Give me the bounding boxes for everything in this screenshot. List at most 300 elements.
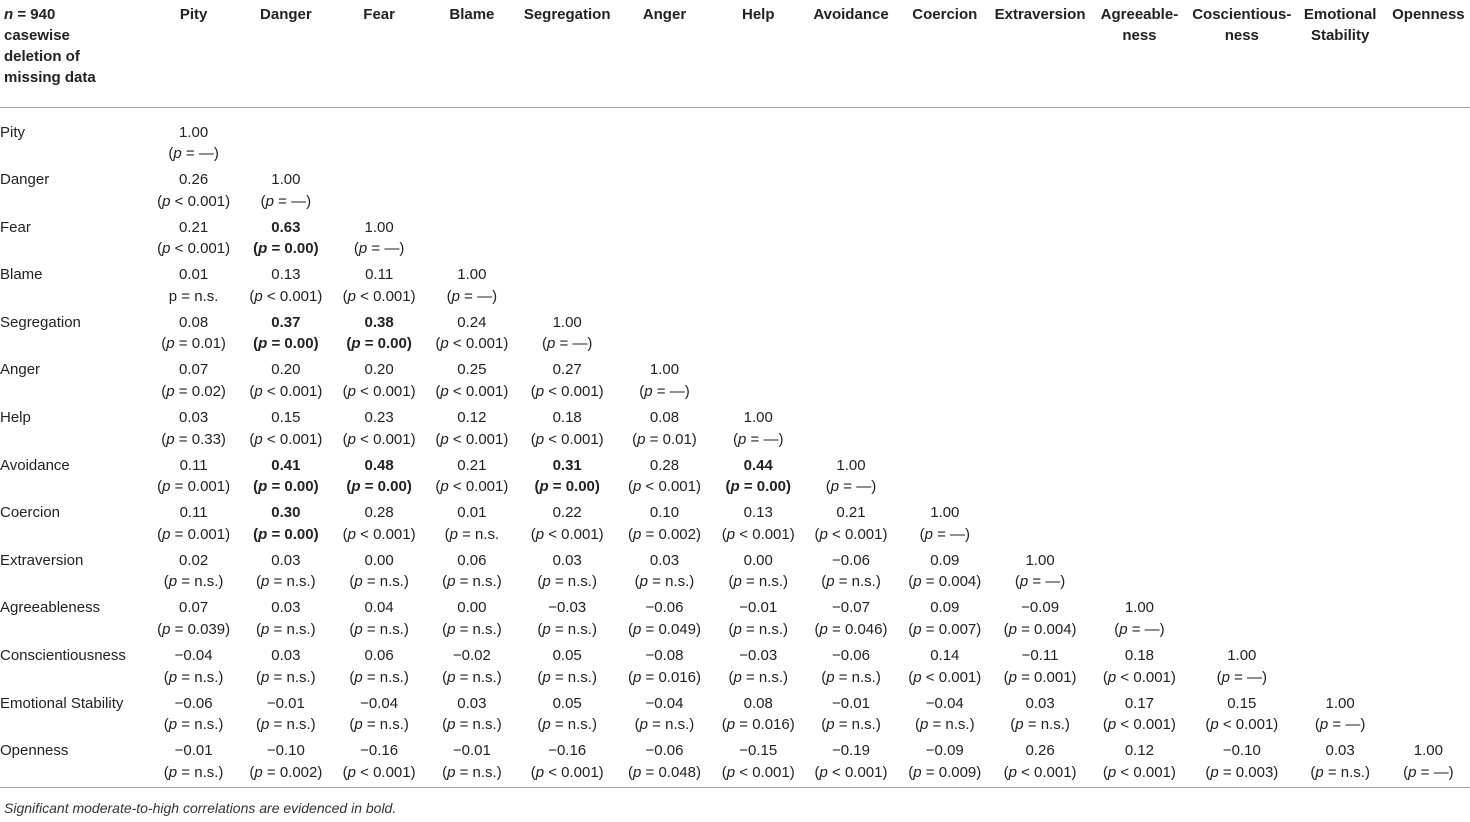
correlation-value: −0.04 [645, 694, 684, 712]
correlation-value: 0.22 [552, 504, 582, 522]
correlation-value: 0.05 [552, 647, 582, 665]
empty-cell [1387, 597, 1470, 645]
correlation-value: 1.00 [1227, 647, 1257, 665]
p-value: (p < 0.001) [249, 430, 323, 448]
p-value: (p = 0.002) [249, 763, 323, 781]
correlation-value: 1.00 [1124, 599, 1155, 617]
empty-cell [804, 312, 898, 360]
empty-cell [1387, 407, 1470, 455]
correlation-cell [713, 740, 804, 788]
correlation-cell [1190, 645, 1293, 693]
correlation-cell [898, 550, 991, 598]
correlation-cell [804, 693, 898, 741]
correlation-cell [1089, 740, 1190, 788]
p-value: (p < 0.001) [435, 478, 509, 496]
p-value: (p < 0.001) [1102, 716, 1176, 734]
empty-cell [898, 217, 991, 265]
correlation-value: 1.00 [552, 313, 582, 331]
correlation-value: 0.09 [930, 599, 960, 617]
correlation-value: 0.48 [364, 456, 394, 474]
p-value: (p = n.s.) [634, 716, 695, 734]
correlation-cell [518, 502, 616, 550]
empty-cell [898, 407, 991, 455]
column-header-agreeableness: Agreeable- ness [1100, 6, 1179, 44]
p-value: (p < 0.001) [435, 382, 509, 400]
header-gap [0, 108, 1470, 122]
correlation-cell [898, 597, 991, 645]
correlation-cell [239, 740, 332, 788]
correlation-value: 0.63 [271, 218, 301, 236]
p-value: (p = 0.33) [161, 430, 226, 448]
p-value: p = n.s. [168, 287, 219, 305]
empty-cell [616, 122, 712, 170]
p-value: (p = 0.002) [628, 525, 701, 543]
correlation-value: 0.17 [1124, 694, 1155, 712]
p-value: (p = 0.00) [253, 478, 319, 496]
table-header [0, 4, 1470, 107]
p-value: (p < 0.001) [435, 335, 509, 353]
p-value: (p = —) [168, 145, 219, 162]
p-value: (p = 0.00) [253, 240, 319, 258]
p-value: (p = 0.004) [1003, 620, 1077, 638]
p-value: (p = n.s.) [256, 620, 316, 638]
p-value: (p = n.s.) [256, 668, 316, 686]
column-header-emotional-stability: Emotional Stability [1303, 6, 1377, 44]
p-value: (p = 0.001) [1003, 668, 1077, 686]
p-value: (p < 0.001) [1102, 763, 1176, 781]
empty-cell [426, 169, 518, 217]
table-row [0, 502, 1470, 550]
p-value: (p = n.s.) [914, 716, 975, 734]
correlation-cell [713, 693, 804, 741]
correlation-cell [804, 455, 898, 503]
p-value: (p = n.s.) [442, 620, 502, 638]
correlation-value: 0.03 [552, 551, 582, 569]
correlation-value: 0.26 [179, 171, 209, 189]
correlation-cell [713, 407, 804, 455]
empty-cell [518, 122, 616, 170]
p-value: (p < 0.001) [721, 763, 795, 781]
table-row [0, 217, 1470, 265]
column-header-coercion: Coercion [912, 6, 978, 23]
column-header-avoidance: Avoidance [813, 6, 889, 23]
empty-cell [1294, 455, 1387, 503]
p-value: (p = —) [825, 478, 877, 496]
empty-cell [1190, 455, 1293, 503]
correlation-cell [148, 312, 239, 360]
correlation-value: 0.15 [1227, 694, 1257, 712]
correlation-cell [991, 597, 1088, 645]
correlation-cell [1387, 740, 1470, 788]
empty-cell [804, 407, 898, 455]
empty-cell [1294, 550, 1387, 598]
p-value: (p < 0.001) [530, 382, 604, 400]
p-value: (p = 0.004) [908, 573, 982, 591]
correlation-value: 0.41 [271, 456, 301, 474]
correlation-value: 0.00 [364, 551, 394, 569]
correlation-value: 0.09 [930, 551, 960, 569]
correlation-cell [239, 359, 332, 407]
correlation-value: 0.03 [457, 694, 487, 712]
empty-cell [1387, 169, 1470, 217]
correlation-value: 0.03 [1025, 694, 1055, 712]
row-label: Fear [0, 218, 31, 236]
correlation-value: 0.02 [179, 551, 209, 569]
correlation-value: 1.00 [649, 361, 680, 379]
empty-cell [1089, 407, 1190, 455]
empty-cell [898, 264, 991, 312]
corner-line-4: missing data [4, 69, 96, 86]
table-row [0, 169, 1470, 217]
empty-cell [1387, 312, 1470, 360]
correlation-value: 0.10 [649, 504, 680, 522]
p-value: (p = 0.02) [161, 382, 226, 400]
empty-cell [1089, 312, 1190, 360]
correlation-value: −0.16 [548, 742, 587, 760]
table-row [0, 597, 1470, 645]
empty-cell [1387, 550, 1470, 598]
empty-cell [518, 264, 616, 312]
empty-cell [239, 122, 332, 170]
p-value: (p = 0.046) [814, 620, 888, 638]
correlation-cell [148, 217, 239, 265]
correlation-value: 0.08 [743, 694, 773, 712]
empty-cell [333, 169, 426, 217]
correlation-value: −0.04 [174, 647, 213, 665]
empty-cell [898, 122, 991, 170]
empty-cell [713, 312, 804, 360]
empty-cell [1294, 359, 1387, 407]
empty-cell [1294, 122, 1387, 170]
p-value: (p = n.s.) [349, 716, 409, 734]
correlation-cell [616, 359, 712, 407]
row-label: Anger [0, 361, 41, 379]
correlation-value: 0.06 [364, 647, 394, 665]
empty-cell [1190, 264, 1293, 312]
table-row [0, 407, 1470, 455]
correlation-cell [333, 407, 426, 455]
empty-cell [1089, 122, 1190, 170]
p-value: (p < 0.001) [342, 525, 416, 543]
p-value: (p = 0.039) [157, 620, 231, 638]
p-value: (p = n.s.) [349, 620, 409, 638]
column-header-pity: Pity [179, 6, 208, 23]
correlation-cell [239, 264, 332, 312]
correlation-value: 0.11 [365, 266, 394, 284]
correlation-cell [898, 693, 991, 741]
correlation-cell [426, 312, 518, 360]
correlation-cell [518, 455, 616, 503]
correlation-value: 0.44 [743, 456, 773, 474]
empty-cell [616, 217, 712, 265]
p-value: (p = n.s.) [1010, 716, 1070, 734]
correlation-value: 0.20 [271, 361, 301, 379]
empty-cell [898, 169, 991, 217]
correlation-value: 0.03 [649, 551, 680, 569]
empty-cell [1387, 455, 1470, 503]
empty-cell [991, 264, 1088, 312]
empty-cell [1294, 645, 1387, 693]
empty-cell [1089, 217, 1190, 265]
correlation-cell [426, 407, 518, 455]
row-label: Blame [0, 266, 43, 284]
correlation-value: 0.31 [552, 456, 582, 474]
correlation-cell [239, 550, 332, 598]
p-value: (p < 0.001) [628, 478, 701, 496]
corner-line-3: deletion of [4, 48, 80, 65]
p-value: (p = n.s.) [442, 716, 502, 734]
correlation-cell [1089, 693, 1190, 741]
empty-cell [713, 122, 804, 170]
p-value: (p = 0.01) [632, 430, 697, 448]
p-value: (p = —) [446, 287, 498, 305]
correlation-cell [426, 550, 518, 598]
correlation-value: 0.38 [364, 313, 394, 331]
p-value: (p < 0.001) [435, 430, 509, 448]
correlation-value: 0.08 [649, 409, 680, 427]
correlation-cell [518, 550, 616, 598]
correlation-value: −0.09 [1021, 599, 1060, 617]
correlation-cell [239, 455, 332, 503]
correlation-value: 0.13 [743, 504, 773, 522]
p-value: (p = n.s.) [821, 668, 881, 686]
p-value: (p < 0.001) [530, 763, 604, 781]
p-value: (p < 0.001) [1102, 668, 1176, 686]
empty-cell [991, 502, 1088, 550]
empty-cell [1294, 407, 1387, 455]
n-count: = 940 [13, 6, 56, 23]
correlation-cell [616, 597, 712, 645]
correlation-cell [518, 645, 616, 693]
column-header-segregation: Segregation [523, 6, 611, 23]
correlation-cell [148, 359, 239, 407]
p-value: (p < 0.001) [721, 525, 795, 543]
p-value: (p = n.s.) [634, 573, 695, 591]
correlation-cell [991, 645, 1088, 693]
empty-cell [991, 312, 1088, 360]
correlation-value: −0.03 [739, 647, 778, 665]
correlation-cell [148, 455, 239, 503]
empty-cell [713, 169, 804, 217]
empty-cell [1190, 217, 1293, 265]
empty-cell [713, 217, 804, 265]
p-value: (p = n.s.) [256, 716, 316, 734]
empty-cell [1387, 645, 1470, 693]
row-label: Segregation [0, 313, 81, 331]
correlation-value: 0.23 [364, 409, 394, 427]
row-label: Openness [0, 742, 69, 760]
empty-cell [616, 169, 712, 217]
p-value: (p = —) [260, 192, 312, 210]
empty-cell [1190, 312, 1293, 360]
column-header-conscientiousness: Coscientious- ness [1192, 6, 1292, 44]
n-symbol: n [4, 6, 14, 23]
column-header-openness: Openness [1392, 6, 1465, 23]
correlation-cell [804, 597, 898, 645]
p-value: (p = n.s.) [537, 716, 597, 734]
correlation-value: −0.11 [1021, 647, 1059, 665]
p-value: (p = —) [353, 240, 405, 258]
correlation-value: 1.00 [1025, 551, 1055, 569]
row-label: Avoidance [0, 456, 70, 474]
correlation-cell [239, 312, 332, 360]
correlation-value: 0.24 [457, 313, 487, 331]
p-value: (p < 0.001) [1003, 763, 1077, 781]
empty-cell [804, 122, 898, 170]
correlation-value: 0.28 [649, 456, 680, 474]
table-row [0, 455, 1470, 503]
p-value: (p < 0.001) [814, 525, 888, 543]
correlation-value: 1.00 [836, 456, 866, 474]
correlation-value: 0.12 [1124, 742, 1155, 760]
p-value: (p = 0.049) [628, 620, 701, 638]
p-value: (p = —) [639, 382, 690, 400]
column-header-help: Help [742, 6, 775, 23]
correlation-value: 0.28 [364, 504, 394, 522]
row-label: Agreeableness [0, 599, 101, 617]
correlation-value: 0.07 [179, 361, 209, 379]
correlation-value: 0.27 [552, 361, 582, 379]
column-header-fear: Fear [363, 6, 395, 23]
p-value: (p = n.s.) [163, 573, 224, 591]
correlation-value: 1.00 [930, 504, 960, 522]
p-value: (p = 0.001) [157, 478, 231, 496]
correlation-value: 0.21 [179, 218, 209, 236]
correlation-cell [239, 645, 332, 693]
correlation-value: 0.08 [179, 313, 209, 331]
empty-cell [898, 455, 991, 503]
table-row [0, 312, 1470, 360]
empty-cell [713, 359, 804, 407]
empty-cell [991, 217, 1088, 265]
correlation-value: −0.10 [266, 742, 305, 760]
p-value: (p < 0.001) [342, 430, 416, 448]
p-value: (p < 0.001) [157, 240, 231, 258]
correlation-value: −0.01 [832, 694, 870, 712]
correlation-value: 0.12 [457, 409, 487, 427]
empty-cell [1190, 407, 1293, 455]
empty-cell [1089, 455, 1190, 503]
p-value: (p = 0.009) [908, 763, 982, 781]
empty-cell [804, 169, 898, 217]
correlation-cell [1089, 645, 1190, 693]
row-label: Danger [0, 171, 50, 189]
correlation-cell [1294, 693, 1387, 741]
correlation-cell [616, 407, 712, 455]
p-value: (p = —) [1403, 763, 1454, 781]
correlation-value: 0.26 [1025, 742, 1055, 760]
correlation-cell [898, 645, 991, 693]
correlation-cell [804, 645, 898, 693]
p-value: (p = —) [1314, 716, 1366, 734]
p-value: (p = 0.00) [346, 478, 412, 496]
correlation-cell [426, 502, 518, 550]
correlation-cell [148, 597, 239, 645]
correlation-cell [518, 597, 616, 645]
p-value: (p < 0.001) [530, 525, 604, 543]
correlation-value: −0.03 [548, 599, 587, 617]
correlation-value: −0.19 [832, 742, 870, 760]
correlation-cell [616, 645, 712, 693]
correlation-cell [713, 597, 804, 645]
empty-cell [1089, 502, 1190, 550]
p-value: (p = 0.007) [908, 620, 982, 638]
empty-cell [1294, 217, 1387, 265]
p-value: (p = n.s.) [163, 668, 224, 686]
correlation-value: 0.03 [271, 551, 301, 569]
empty-cell [1294, 169, 1387, 217]
p-value: (p = 0.048) [628, 763, 701, 781]
correlation-cell [426, 693, 518, 741]
correlation-value: −0.06 [174, 694, 213, 712]
empty-cell [1294, 597, 1387, 645]
column-header-blame: Blame [449, 6, 495, 23]
correlation-value: −0.06 [645, 599, 684, 617]
correlation-value: −0.10 [1222, 742, 1261, 760]
correlation-cell [239, 169, 332, 217]
empty-cell [616, 264, 712, 312]
empty-cell [1089, 359, 1190, 407]
correlation-table [0, 4, 1470, 788]
correlation-value: −0.02 [452, 647, 491, 665]
correlation-value: −0.06 [832, 647, 870, 665]
correlation-cell [616, 740, 712, 788]
empty-cell [804, 359, 898, 407]
table-row [0, 122, 1470, 170]
empty-cell [1089, 550, 1190, 598]
p-value: (p < 0.001) [908, 668, 982, 686]
correlation-value: 0.03 [179, 409, 209, 427]
correlation-value: 0.06 [457, 551, 487, 569]
correlation-value: −0.06 [645, 742, 684, 760]
correlation-cell [991, 550, 1088, 598]
empty-cell [1294, 312, 1387, 360]
row-label: Extraversion [0, 551, 84, 569]
correlation-cell [333, 312, 426, 360]
correlation-value: 1.00 [179, 123, 209, 141]
empty-cell [1089, 264, 1190, 312]
correlation-cell [333, 597, 426, 645]
correlation-value: 0.04 [364, 599, 394, 617]
correlation-cell [804, 502, 898, 550]
p-value: (p = —) [1014, 573, 1066, 591]
correlation-cell [148, 502, 239, 550]
correlation-cell [148, 169, 239, 217]
correlation-cell [426, 359, 518, 407]
correlation-cell [426, 455, 518, 503]
column-header-extraversion: Extraversion [994, 6, 1086, 23]
correlation-cell [426, 740, 518, 788]
p-value: (p = 0.003) [1205, 763, 1279, 781]
empty-cell [1089, 169, 1190, 217]
correlation-value: 0.03 [271, 647, 301, 665]
correlation-value: 0.15 [271, 409, 301, 427]
table-footnote: Significant moderate-to-high correlations are evidenced in bold. [4, 800, 397, 816]
p-value: (p = n.s.) [442, 763, 502, 781]
p-value: (p = 0.00) [534, 478, 600, 496]
correlation-value: −0.01 [266, 694, 305, 712]
p-value: (p < 0.001) [342, 382, 416, 400]
correlation-cell [333, 455, 426, 503]
empty-cell [1387, 502, 1470, 550]
correlation-value: 0.01 [457, 504, 487, 522]
correlation-value: 0.01 [179, 266, 209, 284]
p-value: (p = n.s.) [256, 573, 316, 591]
corner-label [0, 4, 148, 107]
correlation-value: 0.21 [836, 504, 866, 522]
correlation-cell [616, 693, 712, 741]
table-body [0, 107, 1470, 788]
